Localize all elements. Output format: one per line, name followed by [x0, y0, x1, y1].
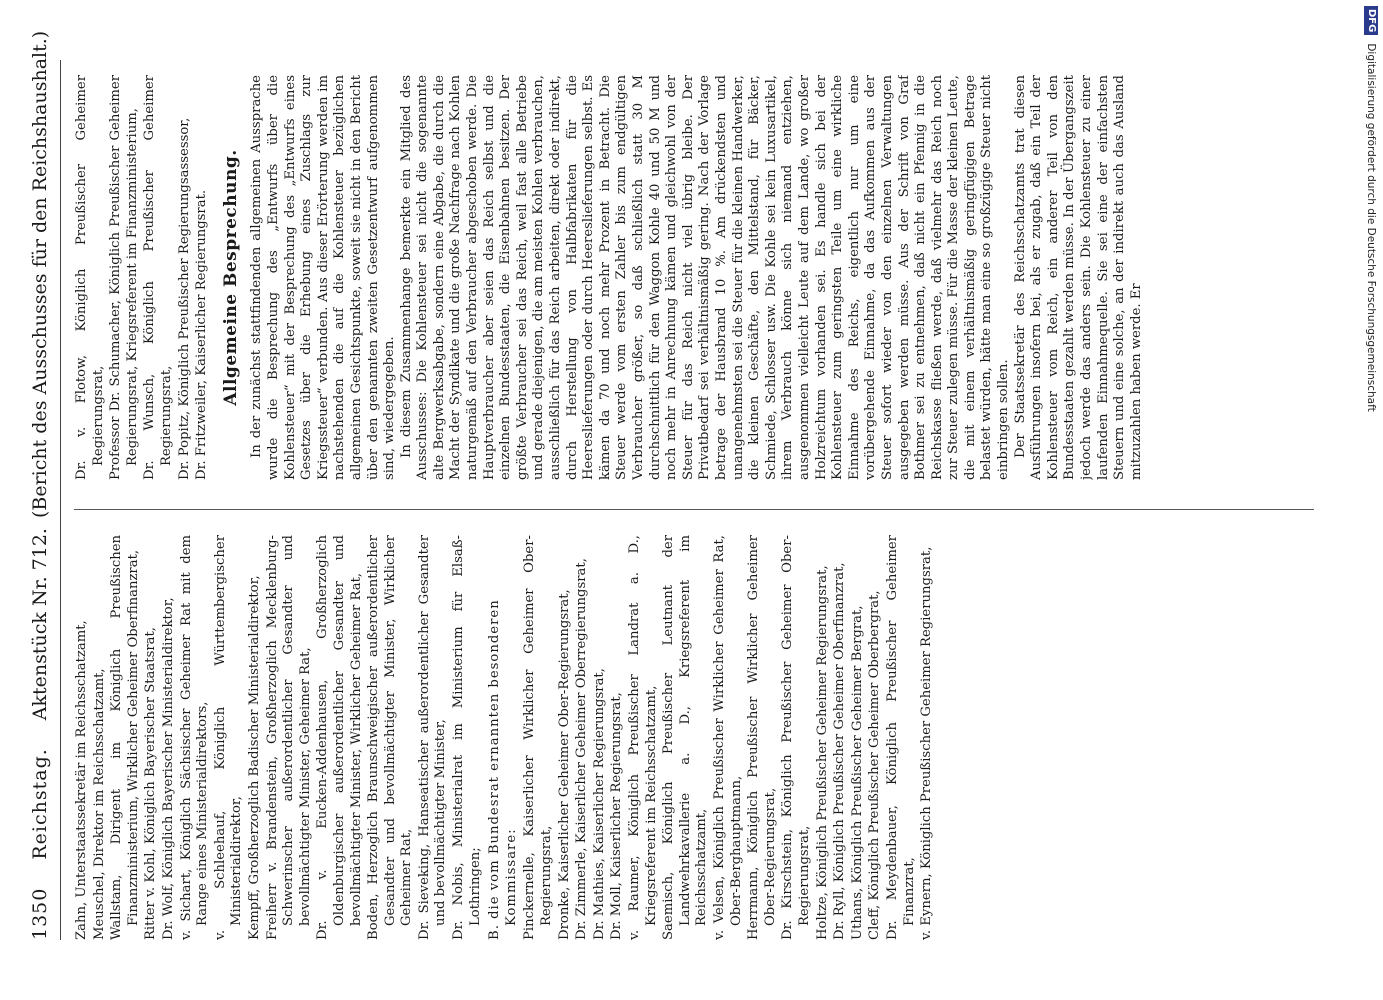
list-item: Dr. Mathies, Kaiserlicher Regierungsrat,: [591, 668, 607, 940]
column-divider: [74, 509, 1314, 510]
list-item: v. Sichart, Königlich Sächsischer Geheimer Rat mit dem Range eines Ministerialdirektors,: [178, 535, 211, 940]
dfg-logo: DFG: [1364, 6, 1378, 35]
list-item: Dr. Wunsch, Königlich Preußischer Geheimer Regierungsrat,: [142, 75, 174, 480]
list-item: Dr. Fritzweiler, Kaiserlicher Regierungsrat.: [194, 189, 210, 480]
list-item: Zahn, Unterstaatssekretär im Reichsschatzamt,: [74, 620, 89, 940]
list-item: Freiherr v. Brandenstein, Großherzoglich Mecklenburg-Schwerinscher außerordentlicher Gesandter und bevollmächtigter Minister, Geheimer Rat,: [264, 535, 313, 940]
list-item: Wallstam, Dirigent im Königlich Preußischen Finanzministerium, Wirklicher Geheimer Oberfinanzrat,: [109, 535, 141, 940]
list-item: Uthans, Königlich Preußischer Geheimer Bergrat,: [849, 605, 865, 940]
body-paragraph: In diesem Zusammenhange bemerkte ein Mitglied des Ausschusses: Die Kohlensteuer sei nicht die sogenannte alte Bergwerksabgabe, sondern eine Abgabe, die durch die Macht der Syndikate und die große Nachfrage nach Kohlen naturgemäß auf den Verbraucher abgeschoben werde. Die Hauptverbraucher aber seien das Reich selbst und die einzelnen Bundesstaaten, die Eisenbahnen besitzen. Der größte Verbraucher sei das Reich, weil fast alle Betriebe und gerade diejenigen, die am meisten Kohlen verbrauchen, ausschließlich für das Reich arbeiten, direkt oder indirekt, durch Herstellung von Halbfabrikaten für die Heereslieferungen oder durch Heereslieferungen selbst. Es kämen da 70 und noch mehr Prozent in Betracht. Die Steuer werde vom ersten Zahler bis zum endgültigen Verbraucher größer, so daß schließlich statt 30 M durchschnittlich für den Waggon Kohle 40 und 50 M und noch mehr in Anrechnung kämen und gleichwohl von der Steuer für das Reich nicht viel übrig bleibe. Der Privatbedarf sei verhältnismäßig gering. Nach der Vorlage betrage der Hausbrand 10 %. Am drückendsten und unangenehmsten sei die Steuer für die kleinen Handwerker, die kleinen Geschäfte, den Mittelstand, für Bäcker, Schmiede, Schlosser usw. Die Kohle sei kein Luxusartikel, ihrem Verbrauch könne sich niemand entziehen, ausgenommen vielleicht Leute auf dem Lande, wo großer Holzreichtum vorhanden sei. Es handle sich bei der Kohlensteuer zum geringsten Teile um eine wirkliche Einnahme des Reichs, eigentlich nur um eine vorübergehende Einnahme, da das Aufkommen aus der Steuer sofort wieder von den einzelnen Verwaltungen ausgegeben werden müsse. Aus der Schrift von Graf Bothmer sei zu entnehmen, daß nicht ein Pfennig in die Reichskasse fließen werde, daß vielmehr das Reich noch zur Steuer zulegen müsse. Für die Masse der kleinen Leute, die mit einem verhältnismäßig geringfügigen Betrage belastet würden, hätte man eine so großzügige Steuer nicht einbringen sollen.: [398, 75, 1012, 480]
left-column: [74, 535, 1334, 940]
list-item: v. Raumer, Königlich Preußischer Landrat a. D., Kriegsreferent im Reichsschatzamt,: [627, 535, 659, 940]
list-item: Boden, Herzoglich Braunschweigischer außerordentlicher Gesandter und bevollmächtigter Minister, Wirklicher Geheimer Rat,: [366, 535, 415, 940]
list-item: Holtze, Königlich Preußischer Geheimer Regierungsrat,: [814, 565, 830, 940]
list-item: v. Velsen, Königlich Preußischer Wirklicher Geheimer Rat, Ober-Berghauptmann,: [711, 535, 744, 940]
list-item: Ritter v. Kohl, Königlich Bayerischer Staatsrat,: [143, 626, 159, 940]
body-paragraph: In der zunächst stattfindenden allgemeinen Aussprache wurde die Besprechung des „Entwurfs über die Kohlensteuer“ mit der Besprechung des „Entwurfs eines Gesetzes über die Erhebung eines Zuschlags zur Kriegssteuer“ verbunden. Aus dieser Erörterung werden im nachstehenden die auf die Kohlensteuer bezüglichen allgemeinen Gesichtspunkte, soweit sie nicht in den Bericht über den genannten zweiten Gesetzentwurf aufgenommen sind, wiedergegeben.: [249, 75, 398, 480]
list-item: Dr. Meydenbauer, Königlich Preußischer Geheimer Finanzrat,: [884, 535, 917, 940]
list-item: Dr. Popitz, Königlich Preußischer Regierungsassessor,: [176, 117, 192, 480]
list-item: Dr. Ryll, Königlich Preußischer Geheimer Oberfinanzrat,: [832, 562, 848, 940]
list-item: v. Eynern, Königlich Preußischer Geheimer Regierungsrat,: [919, 546, 935, 940]
list-item: Dr. Zimmerle, Kaiserlicher Geheimer Oberregierungsrat,: [574, 558, 590, 940]
digitization-credit: [1362, 6, 1380, 996]
list-item: Professor Dr. Schumacher, Königlich Preußischer Geheimer Regierungsrat, Kriegsreferent im Finanzministerium,: [108, 75, 140, 480]
list-item: Herrmann, Königlich Preußischer Wirklicher Geheimer Ober-Regierungsrat,: [746, 535, 778, 940]
page-header: [20, 30, 61, 940]
parliament-label: Reichstag.: [28, 748, 51, 860]
list-item: Dr. Wolf, Königlich Bayerischer Ministerialdirektor,: [160, 597, 176, 940]
list-item: Kempff, Großherzoglich Badischer Ministerialdirektor,: [246, 575, 262, 940]
list-item: Dr. Moll, Kaiserlicher Regierungsrat,: [609, 692, 625, 940]
list-item: Dr. v. Flotow, Königlich Preußischer Geheimer Regierungsrat,: [74, 75, 106, 480]
list-item: Dr. Nobis, Ministerialrat im Ministerium für Elsaß-Lothringen;: [451, 535, 483, 940]
document-subtitle: (Bericht des Ausschusses für den Reichshaushalt.): [28, 30, 51, 519]
page-number: 1350: [28, 887, 51, 940]
list-item: Dr. Sieveking, Hanseatischer außerordentlicher Gesandter und bevollmächtigter Minister,: [416, 535, 449, 940]
list-item: Pinckernelle, Kaiserlicher Wirklicher Geheimer Ober-Regierungsrat,: [522, 535, 555, 940]
list-item: Dronke, Kaiserlicher Geheimer Ober-Regierungsrat,: [556, 589, 572, 940]
section-b-heading: B. die vom Bundesrat ernannten besonderen Kommissare:: [487, 599, 519, 940]
section-heading: Allgemeine Besprechung.: [220, 149, 241, 406]
document-number: Aktenstück Nr. 712.: [28, 528, 51, 721]
rotated-page: [20, 30, 1350, 940]
list-item: Cleff, Königlich Preußischer Geheimer Oberbergrat,: [867, 590, 883, 940]
body-paragraph: Der Staatssekretär des Reichsschatzamts trat diesen Ausführungen insofern bei, als er zugab, daß ein Teil der Kohlensteuer vom Reich, ein anderer Teil von den Bundesstaaten gezahlt werden müsse. In der Übergangszeit jedoch werde das anders sein. Die Kohlensteuer zu einer laufenden Einnahmequelle. Sie sei eine der einfachsten Steuern und eine solche, an der indirekt auch das Ausland mitzuzahlen haben werde. Er: [1012, 75, 1144, 480]
list-item: Dr. Kirschstein, Königlich Preußischer Geheimer Ober-Regierungsrat,: [780, 535, 812, 940]
credit-text: Digitalisierung gefördert durch die Deutsche Forschungsgemeinschaft: [1365, 43, 1377, 412]
list-item: v. Schleehauf, Königlich Württembergischer Ministerialdirektor,: [212, 535, 245, 940]
right-column: [74, 75, 1334, 480]
list-item: Dr. v. Eucken-Addenhausen, Großherzoglich Oldenburgischer außerordentlicher Gesandter und bevollmächtigter Minister, Wirklicher Geheimer Rat,: [315, 535, 364, 940]
list-item: Meuschel, Direktor im Reichsschatzamt,: [91, 668, 107, 940]
list-item: Saemisch, Königlich Preußischer Leutnant der Landwehrkavallerie a. D., Kriegsreferent im Reichsschatzamt,: [661, 535, 710, 940]
